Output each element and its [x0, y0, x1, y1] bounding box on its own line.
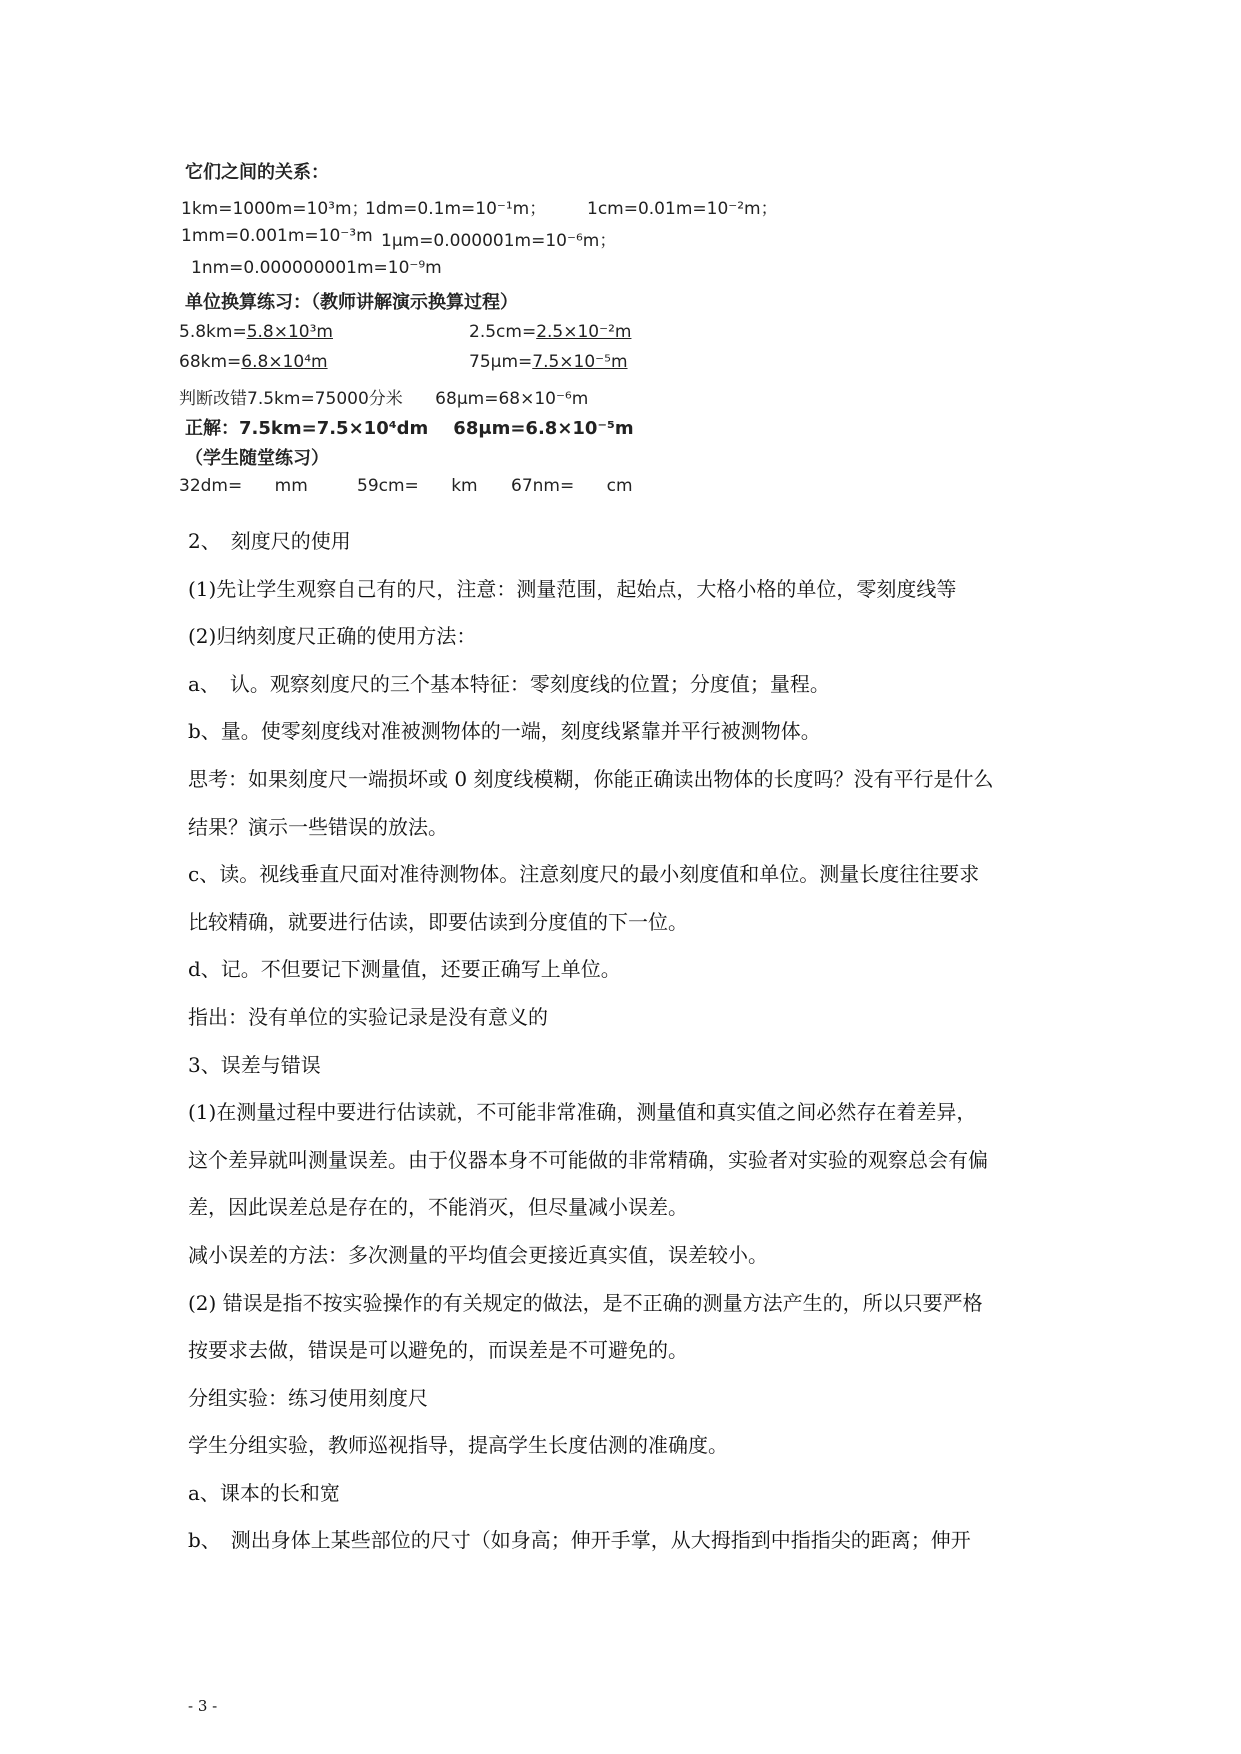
- practice-heading: （学生随堂练习）: [185, 448, 329, 469]
- exercise-1b: [469, 322, 631, 342]
- exercise-2b-question: 75μm=: [469, 352, 533, 372]
- exercise-2a-question: 68km=: [179, 352, 242, 372]
- paragraph: b、 测出身体上某些部位的尺寸（如身高；伸开手掌，从大拇指到中指指尖的距离；伸开: [188, 1528, 971, 1553]
- practice-q3: 67nm= cm: [511, 476, 633, 496]
- paragraph: 结果？演示一些错误的放法。: [188, 814, 448, 839]
- page-number: - 3 -: [188, 1697, 218, 1715]
- exercise-1a-answer: 5.8×10³m: [246, 322, 333, 342]
- relation-km: 1km=1000m=10³m；: [181, 199, 369, 219]
- paragraph: 3、误差与错误: [188, 1052, 321, 1077]
- paragraph: 比较精确，就要进行估读，即要估读到分度值的下一位。: [188, 909, 688, 934]
- paragraph: (2) 错误是指不按实验操作的有关规定的做法，是不正确的测量方法产生的，所以只要严格: [188, 1290, 983, 1315]
- paragraph: 减小误差的方法：多次测量的平均值会更接近真实值，误差较小。: [188, 1242, 768, 1267]
- paragraph: 学生分组实验，教师巡视指导，提高学生长度估测的准确度。: [188, 1433, 728, 1458]
- paragraph: 2、 刻度尺的使用: [188, 529, 351, 553]
- paragraph: (2)归纳刻度尺正确的使用方法：: [188, 624, 477, 649]
- body-text: [188, 518, 1068, 1565]
- relation-cm: 1cm=0.01m=10⁻²m；: [587, 199, 778, 219]
- relation-um: 1μm=0.000001m=10⁻⁶m；: [381, 231, 617, 251]
- practice-q1: 32dm= mm: [179, 476, 308, 496]
- paragraph: (1)在测量过程中要进行估读就，不可能非常准确，测量值和真实值之间必然存在着差异，: [188, 1100, 977, 1125]
- exercise-2a-answer: 6.8×10⁴m: [241, 352, 328, 372]
- paragraph: 差，因此误差总是存在的，不能消灭，但尽量减小误差。: [188, 1195, 688, 1220]
- exercise-2a: [179, 352, 328, 372]
- paragraph: (1)先让学生观察自己有的尺，注意：测量范围，起始点，大格小格的单位，零刻度线等: [188, 576, 957, 601]
- relation-heading: 它们之间的关系：: [185, 162, 329, 183]
- exercise-2b-answer: 7.5×10⁻⁵m: [532, 352, 628, 372]
- paragraph: a、 认。观察刻度尺的三个基本特征：零刻度线的位置；分度值；量程。: [188, 671, 830, 696]
- paragraph: 思考：如果刻度尺一端损坏或 0 刻度线模糊，你能正确读出物体的长度吗？没有平行是什么: [188, 766, 994, 791]
- exercise-1b-answer: 2.5×10⁻²m: [536, 322, 632, 342]
- exercise-1a-question: 5.8km=: [179, 322, 247, 342]
- paragraph: d、记。不但要记下测量值，还要正确写上单位。: [188, 957, 621, 982]
- exercise-1b-question: 2.5cm=: [469, 322, 537, 342]
- relation-dm: 1dm=0.1m=10⁻¹m；: [365, 199, 547, 219]
- paragraph: 这个差异就叫测量误差。由于仪器本身不可能做的非常精确，实验者对实验的观察总会有偏: [188, 1147, 988, 1172]
- paragraph: 按要求去做，错误是可以避免的，而误差是不可避免的。: [188, 1338, 688, 1363]
- exercise-1a: [179, 322, 333, 342]
- relation-mm: 1mm=0.001m=10⁻³m: [181, 226, 373, 246]
- paragraph: c、读。视线垂直尺面对准待测物体。注意刻度尺的最小刻度值和单位。测量长度往往要求: [188, 862, 980, 887]
- exercise-2b: [469, 352, 628, 372]
- judge-line: 判断改错7.5km=75000分米 68μm=68×10⁻⁶m: [179, 389, 589, 409]
- practice-q2: 59cm= km: [357, 476, 478, 496]
- exercise-heading: 单位换算练习：（教师讲解演示换算过程）: [185, 292, 518, 313]
- paragraph: 分组实验：练习使用刻度尺: [188, 1385, 428, 1410]
- paragraph: 指出：没有单位的实验记录是没有意义的: [188, 1004, 548, 1029]
- paragraph: b、量。使零刻度线对准被测物体的一端，刻度线紧靠并平行被测物体。: [188, 719, 821, 744]
- relation-nm: 1nm=0.000000001m=10⁻⁹m: [191, 258, 442, 278]
- correct-line: 正解：7.5km=7.5×10⁴dm 68μm=6.8×10⁻⁵m: [185, 418, 634, 439]
- paragraph: a、课本的长和宽: [188, 1480, 340, 1505]
